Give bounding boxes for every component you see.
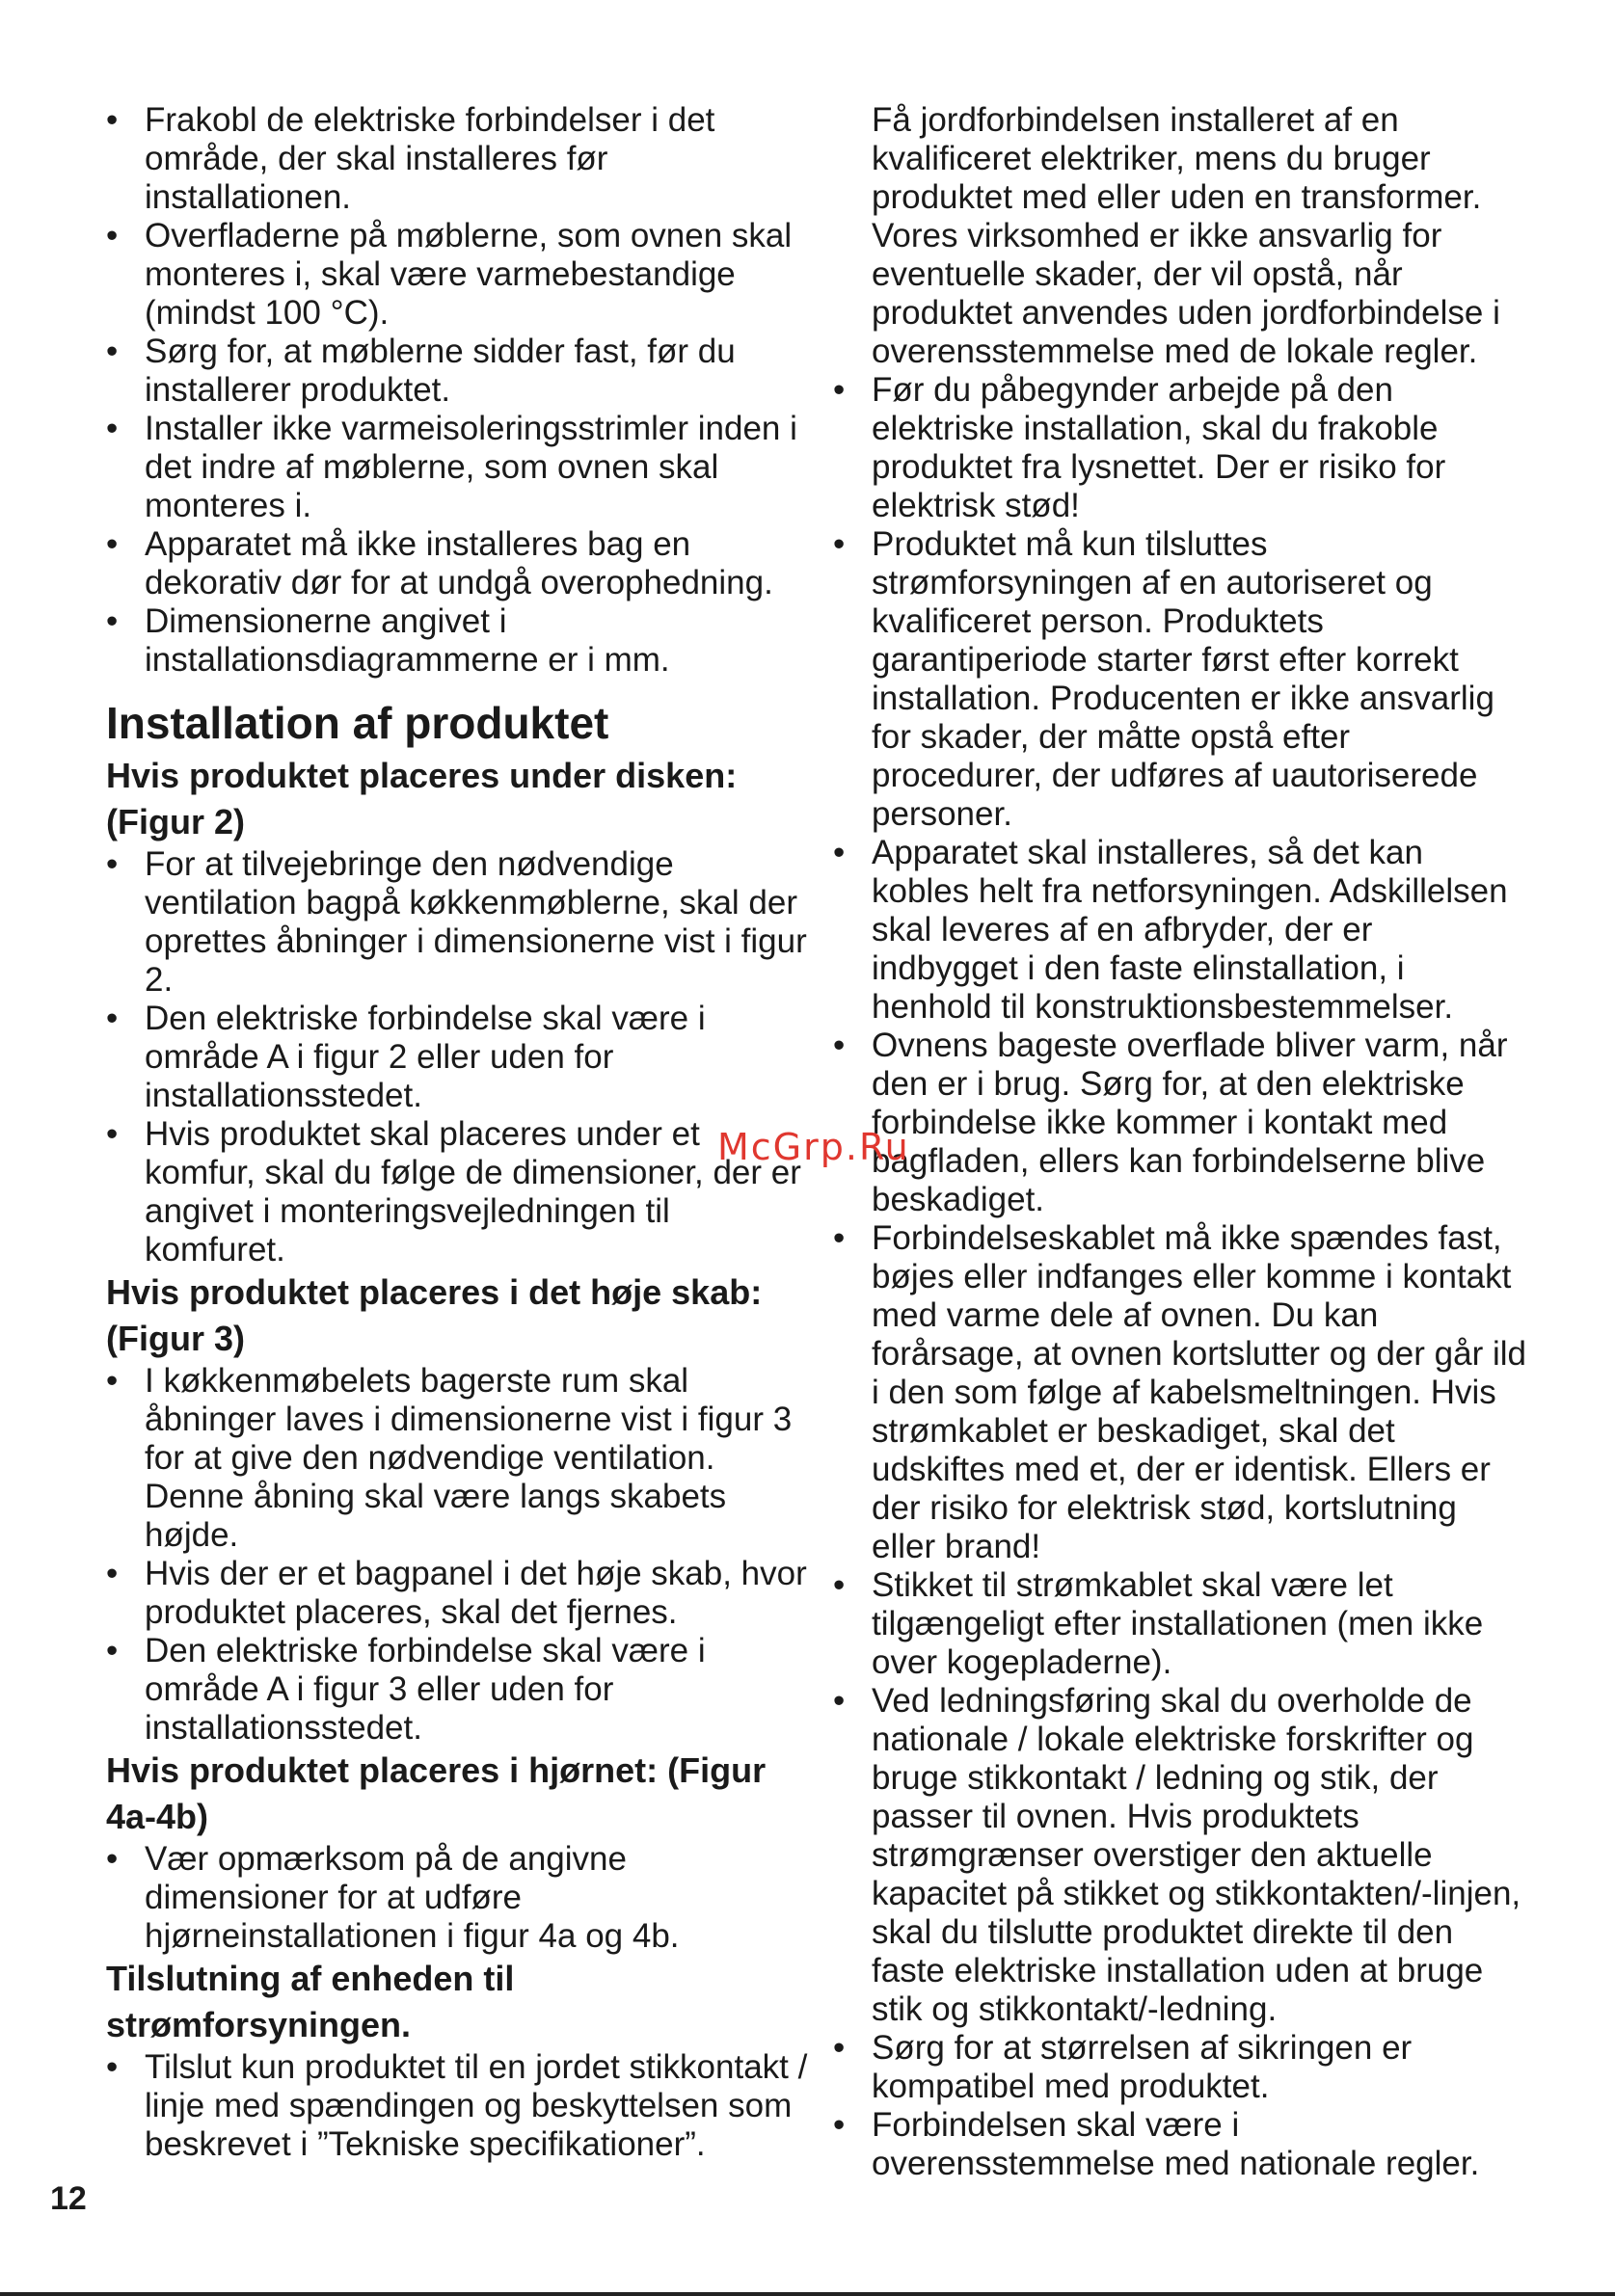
list-item: • I køkkenmøbelets bagerste rum skal åbninger laves i dimensionerne vist i figur 3 for at give den nødvendige ventilation. Denne åbning skal være langs skabets højde. bbox=[106, 1362, 810, 1555]
list-item: • Hvis der er et bagpanel i det høje skab, hvor produktet placeres, skal det fjernes. bbox=[106, 1555, 810, 1632]
page-number: 12 bbox=[50, 2180, 87, 2217]
continued-paragraph: Få jordforbindelsen installeret af en kvalificeret elektriker, mens du bruger produktet med eller uden en transformer. Vores virksomhed er ikke ansvarlig for eventuelle skader, der vil opstå, når produktet anvendes uden jordforbindelse i overensstemmelse med de lokale regler. bbox=[872, 101, 1500, 370]
watermark: McGrp.Ru bbox=[717, 1126, 910, 1168]
list-item: • Apparatet må ikke installeres bag en dekorativ dør for at undgå overophedning. bbox=[106, 525, 810, 602]
list-item: • Stikket til strømkablet skal være let tilgængeligt efter installationen (men ikke over kogepladerne). bbox=[833, 1566, 1527, 1682]
list-item: • Den elektriske forbindelse skal være i område A i figur 3 eller uden for installationsstedet. bbox=[106, 1632, 810, 1748]
subheading-tall-cabinet: Hvis produktet placeres i det høje skab: (Figur 3) bbox=[106, 1272, 763, 1358]
list-item: • Sørg for at størrelsen af sikringen er kompatibel med produktet. bbox=[833, 2029, 1527, 2106]
tall-cabinet-bullet-list bbox=[106, 1362, 810, 1748]
bottom-divider bbox=[0, 2292, 1615, 2296]
list-item: • Ved ledningsføring skal du overholde de nationale / lokale elektriske forskrifter og bruge stikkontakt / ledning og stik, der passer til ovnen. Hvis produktets strømgrænser overstiger den aktuelle kapacitet på stikket og stikkontakten/-linjen, skal du tilslutte produktet direkte til den faste elektriske installation uden at bruge stik og stikkontakt/-ledning. bbox=[833, 1682, 1527, 2029]
list-item: • Apparatet skal installeres, så det kan kobles helt fra netforsyningen. Adskillelsen skal leveres af en afbryder, der er indbygget i den faste elinstallation, i henhold til konstruktionsbestemmelser. bbox=[833, 834, 1527, 1027]
under-counter-bullet-list bbox=[106, 845, 810, 1269]
list-item: • Forbindelsen skal være i overensstemmelse med nationale regler. bbox=[833, 2106, 1527, 2183]
list-item: • Vær opmærksom på de angivne dimensioner for at udføre hjørneinstallationen i figur 4a og 4b. bbox=[106, 1840, 810, 1956]
list-item: • Før du påbegynder arbejde på den elektriske installation, skal du frakoble produktet fra lysnettet. Der er risiko for elektrisk stød! bbox=[833, 371, 1527, 525]
list-item: • Overfladerne på møblerne, som ovnen skal monteres i, skal være varmebestandige (mindst 100 °C). bbox=[106, 217, 810, 333]
subheading-under-counter: Hvis produktet placeres under disken: (Figur 2) bbox=[106, 756, 738, 841]
list-item: • Sørg for, at møblerne sidder fast, før du installerer produktet. bbox=[106, 333, 810, 410]
left-column bbox=[106, 101, 810, 2164]
section-title: Installation af produktet bbox=[106, 698, 609, 748]
right-column bbox=[833, 101, 1527, 2183]
subheading-power-connection: Tilslutning af enheden til strømforsyningen. bbox=[106, 1959, 515, 2044]
list-item: • Frakobl de elektriske forbindelser i det område, der skal installeres før installationen. bbox=[106, 101, 810, 217]
list-item: • Den elektriske forbindelse skal være i område A i figur 2 eller uden for installationsstedet. bbox=[106, 1000, 810, 1115]
intro-bullet-list bbox=[106, 101, 810, 680]
electrical-bullet-list bbox=[833, 371, 1527, 2183]
list-item: • Dimensionerne angivet i installationsdiagrammerne er i mm. bbox=[106, 602, 810, 680]
list-item: • Hvis produktet skal placeres under et komfur, skal du følge de dimensioner, der er angivet i monteringsvejledningen til komfuret. bbox=[106, 1115, 810, 1269]
list-item: • Installer ikke varmeisoleringsstrimler inden i det indre af møblerne, som ovnen skal monteres i. bbox=[106, 410, 810, 525]
list-item: • For at tilvejebringe den nødvendige ventilation bagpå køkkenmøblerne, skal der oprettes åbninger i dimensionerne vist i figur 2. bbox=[106, 845, 810, 1000]
list-item: • Produktet må kun tilsluttes strømforsyningen af en autoriseret og kvalificeret person. Produktets garantiperiode starter først efter korrekt installation. Producenten er ikke ansvarlig for skader, der måtte opstå efter procedurer, der udføres af uautoriserede personer. bbox=[833, 525, 1527, 834]
corner-bullet-list bbox=[106, 1840, 810, 1956]
list-item: • Forbindelseskablet må ikke spændes fast, bøjes eller indfanges eller komme i kontakt med varme dele af ovnen. Du kan forårsage, at ovnen kortslutter og der går ild i den som følge af kabelsmeltningen. Hvis strømkablet er beskadiget, skal det udskiftes med et, der er identisk. Ellers er der risiko for elektrisk stød, kortslutning eller brand! bbox=[833, 1219, 1527, 1566]
list-item: • Ovnens bageste overflade bliver varm, når den er i brug. Sørg for, at den elektriske forbindelse ikke kommer i kontakt med bagfladen, ellers kan forbindelserne blive beskadiget. bbox=[833, 1027, 1527, 1219]
subheading-corner: Hvis produktet placeres i hjørnet: (Figur 4a-4b) bbox=[106, 1750, 767, 1836]
list-item: • Tilslut kun produktet til en jordet stikkontakt / linje med spændingen og beskyttelsen som beskrevet i ”Tekniske specifikationer”. bbox=[106, 2048, 810, 2164]
power-bullet-list bbox=[106, 2048, 810, 2164]
